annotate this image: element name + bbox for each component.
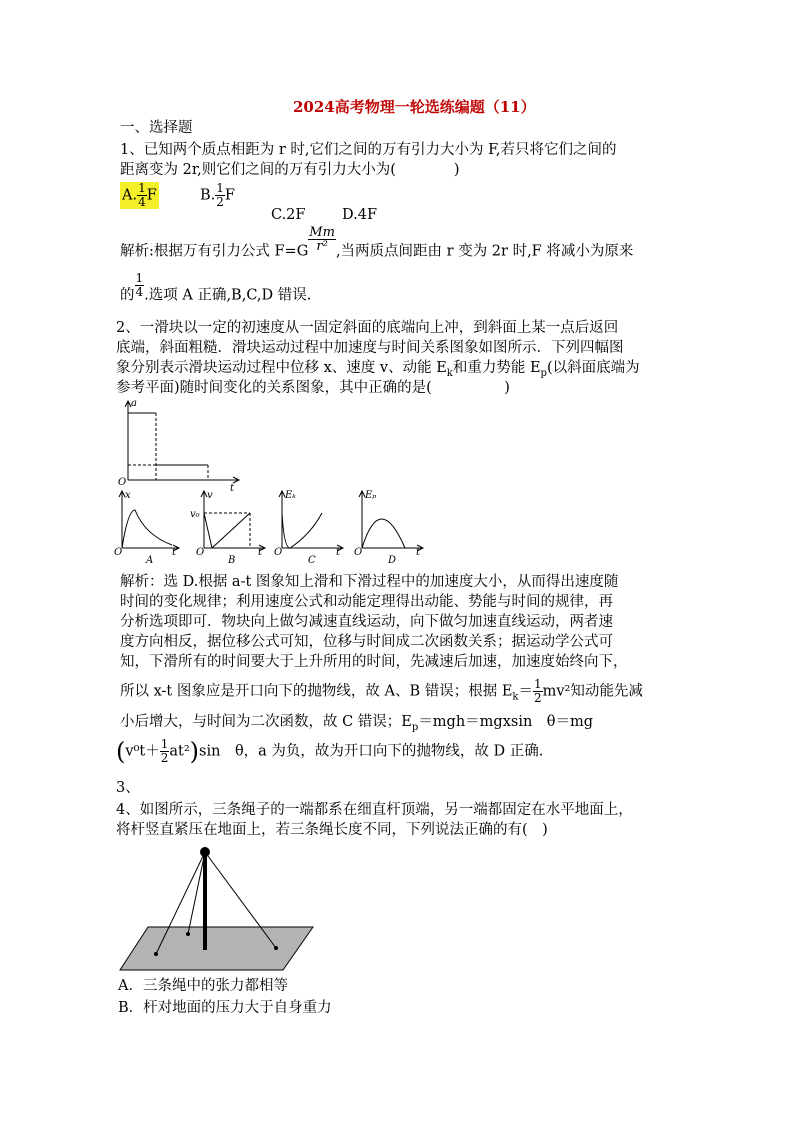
- fig-caption-c: C: [308, 555, 316, 565]
- formula-mm-over-r2: $\frac{Mm}{\text{r²}}$: [309, 225, 335, 254]
- q1-option-a[interactable]: A. $\frac{1}{4}$ F: [122, 181, 157, 209]
- q1-analysis-line-1: 解析:根据万有引力公式 F=G $\frac{Mm}{\text{r²}}$ ,当两质点间距由 r 变为 2r 时,F 将减小为原来: [120, 225, 634, 260]
- q2-line-2: 底端，斜面粗糙．滑块运动过程中加速度与时间关系图象如图所示．下列四幅图: [116, 340, 624, 356]
- q1-option-c[interactable]: C.2F: [271, 207, 306, 223]
- fig-o-label-a: O: [114, 547, 123, 558]
- q1-line-2: 距离变为 2r,则它们之间的万有引力大小为( ): [120, 162, 460, 178]
- fig-caption-d: D: [388, 555, 397, 565]
- fig-caption-b: B: [228, 555, 236, 565]
- q1-line-1: 1、已知两个质点相距为 r 时,它们之间的万有引力大小为 F,若只将它们之间的: [120, 142, 617, 158]
- fraction-one-quarter-2: $\frac{1}{4}$: [135, 271, 144, 299]
- fig-t-label-a: t: [172, 547, 177, 558]
- fig-t-label-b: t: [258, 547, 263, 558]
- fraction-one-half: $\frac{1}{2}$: [216, 181, 224, 209]
- fig-t-label-d: t: [416, 547, 421, 558]
- fig-a-axis-label: a: [131, 398, 137, 409]
- q2-analysis-4: 度方向相反，据位移公式可知，位移与时间成二次函数关系；据运动学公式可: [120, 634, 613, 650]
- paren-right: ): [189, 737, 200, 766]
- fraction-half-mv2: $\frac{1}{2}$: [533, 677, 542, 705]
- q1-option-d[interactable]: D.4F: [342, 207, 378, 223]
- section-heading: 一、选择题: [120, 120, 193, 136]
- q1-analysis-line-2: 的 $\frac{1}{4}$ .选项 A 正确,B,C,D 错误.: [120, 271, 312, 304]
- q2-analysis-8: (v⁰t＋ $\frac{1}{2}$ at²)sin θ，a 为负，故为开口向下的抛物线，故 D 正确.: [116, 737, 544, 766]
- q2-analysis-2: 时间的变化规律；利用速度公式和动能定理得出动能、势能与时间的规律，再: [120, 594, 613, 610]
- paren-left: (: [116, 737, 126, 766]
- q2-analysis-1: 解析：选 D.根据 a-t 图象知上滑和下滑过程中的加速度大小，从而得出速度随: [120, 574, 619, 590]
- q4-option-b[interactable]: B．杆对地面的压力大于自身重力: [118, 1000, 332, 1016]
- fig-o-label-at: O: [118, 477, 127, 488]
- q2-analysis-5: 知，下滑所有的时间要大于上升所用的时间，先减速后加速，加速度始终向下，: [120, 654, 628, 670]
- q4-option-a[interactable]: A．三条绳中的张力都相等: [118, 978, 288, 994]
- q2-line-4: 参考平面)随时间变化的关系图象，其中正确的是( ): [116, 380, 510, 396]
- fraction-half-at2: $\frac{1}{2}$: [160, 737, 169, 765]
- fig-v0-label: v₀: [190, 509, 200, 520]
- fig-o-label-d: O: [354, 547, 363, 558]
- page-title: 2024高考物理一轮选练编题（11）: [293, 98, 536, 116]
- fig-t-label-at: t: [230, 483, 235, 494]
- q4-line-1: 4、如图所示，三条绳子的一端都系在细直杆顶端，另一端都固定在水平地面上，: [116, 802, 633, 818]
- q4-pole-rope-figure: [118, 842, 318, 974]
- q2-analysis-7: 小后增大，与时间为二次函数，故 C 错误；$E_p=mgh=mgxsin$ θ＝mg: [120, 714, 594, 733]
- q2-analysis-3: 分析选项即可．物块向上做匀减速直线运动，向下做匀加速直线运动，两者速: [120, 614, 613, 630]
- q1-option-b[interactable]: B. $\frac{1}{2}$ F: [200, 181, 235, 209]
- q2-graphs-figure: [110, 395, 440, 565]
- fig-t-label-c: t: [336, 547, 341, 558]
- q2-line-3: 象分别表示滑块运动过程中位移 x、速度 v、动能 $E_k$和重力势能 $E_p$(以斜面底端为: [116, 360, 640, 379]
- q2-line-1: 2、一滑块以一定的初速度从一固定斜面的底端向上冲，到斜面上某一点后返回: [116, 320, 619, 336]
- fraction-one-quarter: $\frac{1}{4}$: [138, 181, 146, 209]
- fig-caption-a: A: [146, 555, 154, 565]
- fig-ep-label: Eₚ: [365, 490, 377, 501]
- fig-x-label: x: [125, 490, 131, 501]
- fig-o-label-c: O: [274, 547, 283, 558]
- q4-line-2: 将杆竖直紧压在地面上，若三条绳长度不同，下列说法正确的有( ): [116, 822, 548, 838]
- q3-label: 3、: [116, 780, 140, 796]
- q2-analysis-6: 所以 x-t 图象应是开口向下的抛物线，故 A、B 错误；根据 $E_k=$ $\frac{1}{2}$ mv²知动能先减: [120, 677, 643, 705]
- fig-v-label: v: [207, 490, 213, 501]
- fig-ek-label: Eₖ: [285, 490, 296, 501]
- fig-o-label-b: O: [196, 547, 205, 558]
- option-a-prefix: A.: [122, 187, 138, 204]
